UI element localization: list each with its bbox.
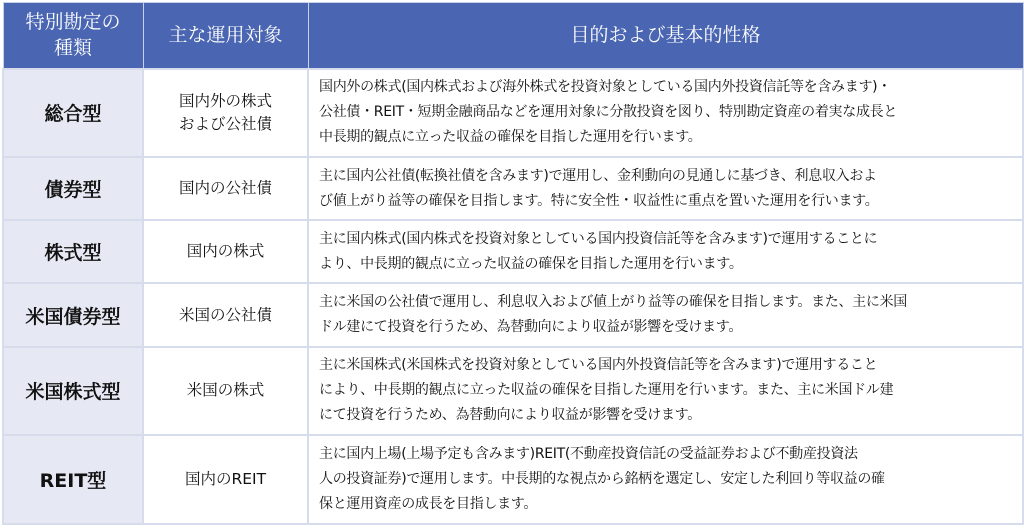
row-target bbox=[143, 157, 308, 220]
row-description bbox=[308, 435, 1023, 524]
desc-line: 公社債・REIT・短期金融商品などを運用対象に分散投資を図り、特別勘定資産の着実な成長と bbox=[319, 104, 898, 121]
row-description bbox=[308, 283, 1023, 346]
header-type-line1: 特別勘定の bbox=[25, 11, 121, 34]
target-line2: および公社債 bbox=[178, 114, 272, 133]
row-type-bond: 債券型 bbox=[3, 157, 143, 220]
special-account-table bbox=[2, 2, 1024, 525]
desc-line: により、中長期的観点に立った収益の確保を目指した運用を行います。また、主に米国ドル建 bbox=[319, 382, 894, 399]
table-row bbox=[3, 220, 1023, 283]
row-target bbox=[143, 347, 308, 436]
table-row bbox=[3, 435, 1023, 524]
target-line1: 国内の公社債 bbox=[178, 179, 272, 198]
table-header-row bbox=[3, 3, 1023, 69]
fund-table-container bbox=[0, 2, 1024, 529]
row-description bbox=[308, 157, 1023, 220]
desc-line: より、中長期的観点に立った収益の確保を目指した運用を行います。 bbox=[319, 255, 743, 272]
target-line1: 国内のREIT bbox=[184, 470, 267, 489]
desc-line: 主に国内公社債(転換社債を含みます)で運用し、金利動向の見通しに基づき、利息収入およ bbox=[319, 167, 877, 184]
desc-line: 国内外の株式(国内株式および海外株式を投資対象としている国内外投資信託等を含みます)・ bbox=[319, 79, 892, 96]
table-row bbox=[3, 283, 1023, 346]
desc-line: 中長期的観点に立った収益の確保を目指した運用を行います。 bbox=[319, 129, 702, 146]
row-description bbox=[308, 347, 1023, 436]
target-line1: 米国の公社債 bbox=[178, 305, 272, 324]
target-line1: 国内外の株式 bbox=[178, 91, 272, 110]
row-target bbox=[143, 69, 308, 158]
row-type-stock: 株式型 bbox=[3, 220, 143, 283]
header-type bbox=[3, 3, 143, 69]
desc-line: 主に国内株式(国内株式を投資対象としている国内投資信託等を含みます)で運用することに bbox=[319, 230, 878, 247]
desc-line: 保と運用資産の成長を目指します。 bbox=[319, 496, 538, 513]
desc-line: び値上がり益等の確保を目指します。特に安全性・収益性に重点を置いた運用を行います。 bbox=[319, 192, 879, 209]
row-type-us-bond: 米国債券型 bbox=[3, 283, 143, 346]
row-description bbox=[308, 69, 1023, 158]
target-line1: 米国の株式 bbox=[186, 381, 265, 400]
row-type-sogo: 総合型 bbox=[3, 69, 143, 158]
row-type-reit: REIT型 bbox=[3, 435, 143, 524]
header-type-line2: 種類 bbox=[53, 37, 92, 60]
target-line1: 国内の株式 bbox=[186, 242, 265, 261]
header-target: 主な運用対象 bbox=[143, 3, 308, 69]
row-type-us-stock: 米国株式型 bbox=[3, 347, 143, 436]
desc-line: 主に米国の公社債で運用し、利息収入および値上がり益等の確保を目指します。また、主に米国 bbox=[319, 294, 907, 311]
header-description: 目的および基本的性格 bbox=[308, 3, 1023, 69]
desc-line: 主に国内上場(上場予定も含みます)REIT(不動産投資信託の受益証券および不動産投資法 bbox=[319, 446, 858, 463]
desc-line: ドル建にて投資を行うため、為替動向により収益が影響を受けます。 bbox=[319, 319, 743, 336]
row-target bbox=[143, 435, 308, 524]
table-row bbox=[3, 157, 1023, 220]
desc-line: 人の投資証券)で運用します。中長期的な視点から銘柄を選定し、安定した利回り等収益の確 bbox=[319, 471, 885, 488]
table-row bbox=[3, 347, 1023, 436]
desc-line: にて投資を行うため、為替動向により収益が影響を受けます。 bbox=[319, 407, 701, 424]
row-description bbox=[308, 220, 1023, 283]
desc-line: 主に米国株式(米国株式を投資対象としている国内外投資信託等を含みます)で運用すること bbox=[319, 357, 878, 374]
table-row bbox=[3, 69, 1023, 158]
row-target bbox=[143, 283, 308, 346]
row-target bbox=[143, 220, 308, 283]
